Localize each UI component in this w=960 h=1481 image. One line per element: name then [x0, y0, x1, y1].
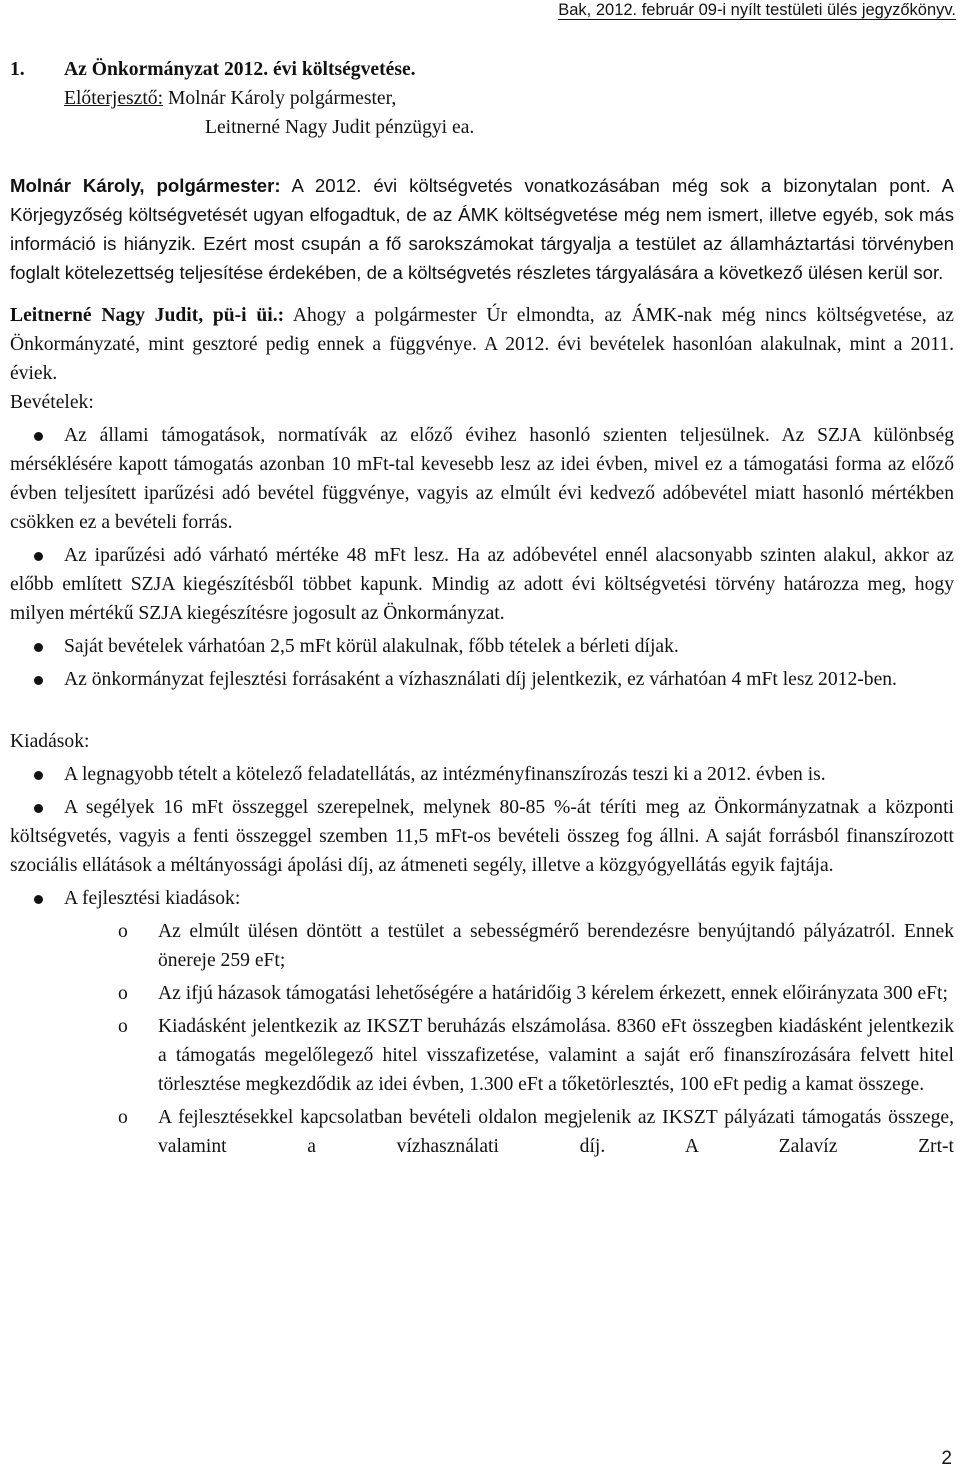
document-body — [10, 55, 954, 1161]
revenue-item-text: Az iparűzési adó várható mértéke 48 mFt lesz. Ha az adóbevétel ennél alacsonyabb szinten alakul, akkor az előbb említett SZJA kiegészítésből többet kapunk. Mindig az adott évi költségvetési törvény határozza meg, hogy milyen mértékű SZJA kiegészítésre jogosult az Önkormányzat. — [10, 545, 954, 624]
speaker-finance: Leitnerné Nagy Judit, pü-i üi.: — [10, 305, 285, 326]
bullet-icon — [34, 676, 43, 685]
bullet-icon — [34, 771, 43, 780]
bullet-icon — [34, 804, 43, 813]
presenter-mayor: Molnár Károly polgármester, — [167, 88, 397, 109]
bullet-icon — [34, 552, 43, 561]
revenues-list — [10, 421, 954, 694]
bullet-icon — [34, 643, 43, 652]
development-sub-item — [10, 1103, 954, 1161]
bullet-icon — [34, 895, 43, 904]
circle-bullet-icon: o — [118, 1016, 128, 1037]
expenses-list — [10, 760, 954, 913]
revenue-item — [10, 632, 954, 661]
development-sub-item — [10, 1012, 954, 1099]
agenda-item-number: 1. — [10, 59, 25, 80]
development-sub-item-text: Az elmúlt ülésen döntött a testület a sebességmérő berendezésre benyújtandó pályázatról. Ennek önereje 259 eFt; — [158, 921, 954, 971]
circle-bullet-icon: o — [118, 921, 128, 942]
expense-item — [10, 884, 954, 913]
mayor-text: A 2012. évi költségvetés vonatkozásában még sok a bizonytalan pont. A Körjegyzőség költségvetését ugyan elfogadtuk, de az ÁMK költségvetése még nem ismert, illetve egyéb, sok más információ is hiányzik. Ezért most csupán a fő sarokszámokat tárgyalja a testület az államháztartási törvényben foglalt kötelezettség teljesítése érdekében, de a költségvetés részletes tárgyalására a következő ülésen kerül sor. — [10, 175, 954, 283]
agenda-item-title: Az Önkormányzat 2012. évi költségvetése. — [64, 59, 416, 80]
presenter-finance: Leitnerné Nagy Judit pénzügyi ea. — [205, 117, 475, 138]
speaker-mayor: Molnár Károly, polgármester: — [10, 175, 281, 196]
mayor-statement — [10, 171, 954, 287]
running-header: Bak, 2012. február 09-i nyílt testületi ülés jegyzőkönyv. — [558, 1, 956, 19]
expenses-heading: Kiadások: — [10, 731, 90, 752]
development-sub-item — [10, 917, 954, 975]
expense-item — [10, 793, 954, 880]
revenue-item-text: Saját bevételek várhatóan 2,5 mFt körül alakulnak, főbb tételek a bérleti díjak. — [64, 636, 679, 657]
agenda-item — [10, 55, 954, 142]
revenue-item — [10, 541, 954, 628]
expense-item-text: A segélyek 16 mFt összeggel szerepelnek, melynek 80-85 %-át téríti meg az Önkormányzatnak a központi költségvetés, vagyis a fenti összeggel szemben 11,5 mFt-os bevételi összeg fog állni. A saját forrásból finanszírozott szociális ellátások a méltányossági ápolási díj, az átmeneti segély, illetve a közgyógyellátás egyik fajtája. — [10, 797, 954, 876]
development-sub-item-text: A fejlesztésekkel kapcsolatban bevételi oldalon megjelenik az IKSZT pályázati támogatás összege, valamint a vízhasználati díj. A Zalavíz Zrt-t — [158, 1107, 954, 1157]
development-sub-item-text: Kiadásként jelentkezik az IKSZT beruházás elszámolása. 8360 eFt összegben kiadásként jelentkezik a támogatás megelőlegező hitel visszafizetése, valamint a saját erő finanszírozására felvett hitel törlesztése megkezdődik az idei évben, 1.300 eFt a tőketörlesztés, 100 eFt pedig a kamat összege. — [158, 1016, 954, 1095]
revenue-item-text: Az állami támogatások, normatívák az előző évihez hasonló szienten teljesülnek. Az SZJA különbség mérséklésére kapott támogatás azonban 10 mFt-tal kevesebb lesz az idei évben, mivel ez a támogatási forma az előző évben teljesített iparűzési adó bevétel függvénye, vagyis az elmúlt évi kedvező adóbevétel miatt hasonló mértékben csökken ez a bevételi forrás. — [10, 425, 954, 533]
circle-bullet-icon: o — [118, 983, 128, 1004]
revenues-heading: Bevételek: — [10, 392, 94, 413]
revenue-item — [10, 421, 954, 537]
page-number: 2 — [941, 1448, 952, 1469]
finance-text: Ahogy a polgármester Úr elmondta, az ÁMK-nak még nincs költségvetése, az Önkormányzaté, mint gesztoré pedig ennek a függvénye. A 2012. évi bevételek hasonlóan alakulnak, mint a 2011. éviek. — [10, 305, 954, 384]
finance-statement — [10, 301, 954, 388]
presenter-label: Előterjesztő: — [64, 88, 164, 109]
revenue-item-text: Az önkormányzat fejlesztési forrásaként a vízhasználati díj jelentkezik, ez várhatóan 4 mFt lesz 2012-ben. — [64, 669, 897, 690]
expense-item-text: A legnagyobb tételt a kötelező feladatellátás, az intézményfinanszírozás teszi ki a 2012. évben is. — [64, 764, 826, 785]
development-heading: A fejlesztési kiadások: — [64, 888, 241, 909]
circle-bullet-icon: o — [118, 1107, 128, 1128]
development-sub-item-text: Az ifjú házasok támogatási lehetőségére a határidőig 3 kérelem érkezett, ennek előirányzata 300 eFt; — [158, 983, 948, 1004]
expense-item — [10, 760, 954, 789]
revenue-item — [10, 665, 954, 694]
development-sub-item — [10, 979, 954, 1008]
bullet-icon — [34, 432, 43, 441]
development-sub-list — [10, 917, 954, 1161]
